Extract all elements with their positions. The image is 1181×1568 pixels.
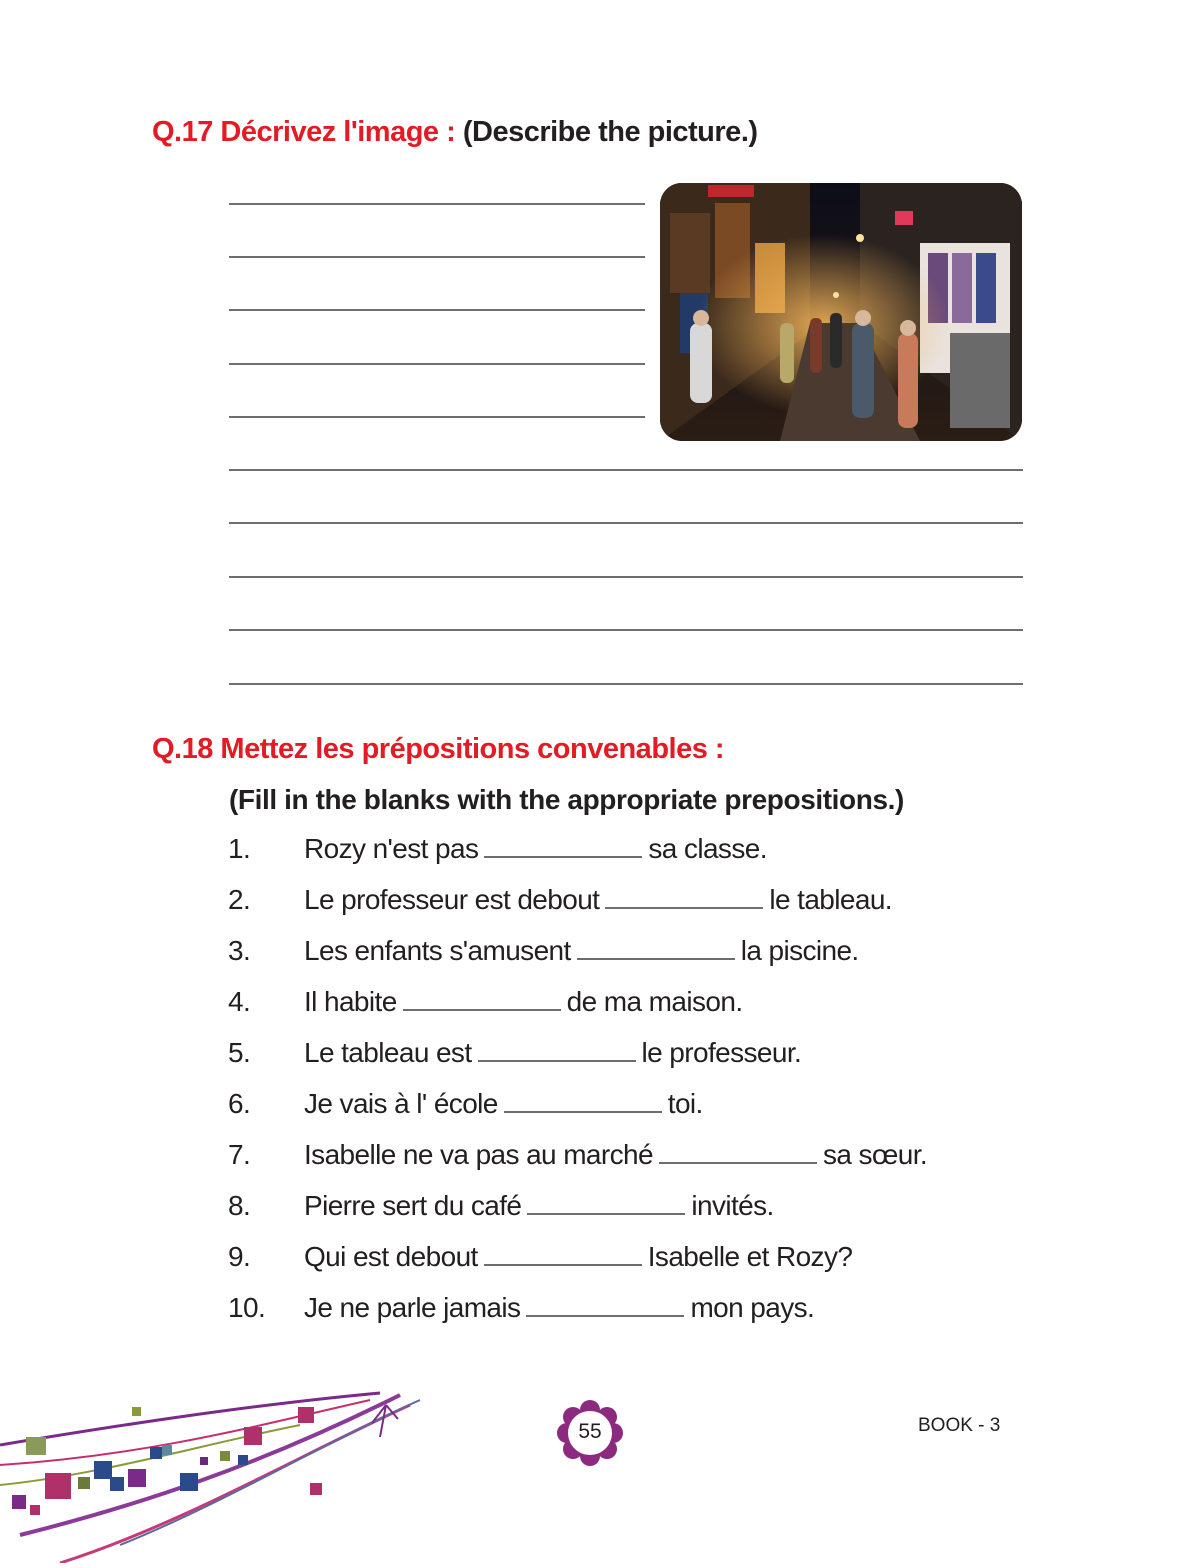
writing-line[interactable] [229, 576, 1023, 578]
answer-blank[interactable] [659, 1140, 817, 1164]
item-text-before: Le tableau est [304, 1037, 472, 1068]
q18-english: (Fill in the blanks with the appropriate prepositions.) [229, 784, 904, 815]
writing-line[interactable] [229, 416, 645, 418]
q17-english: (Describe the picture.) [462, 116, 758, 148]
answer-blank[interactable] [527, 1191, 685, 1215]
item-text-after: Isabelle et Rozy? [647, 1241, 853, 1272]
writing-line[interactable] [229, 363, 645, 365]
item-text-after: le tableau. [769, 884, 892, 915]
decorative-ribbon-graphic [0, 1385, 430, 1563]
answer-blank[interactable] [484, 834, 642, 858]
item-text-before: Je vais à l' école [304, 1088, 498, 1119]
item-number: 1. [228, 833, 251, 864]
q17-heading [152, 116, 758, 149]
item-number: 10. [228, 1292, 266, 1323]
writing-line[interactable] [229, 683, 1023, 685]
writing-line[interactable] [229, 256, 645, 258]
item-text-before: Pierre sert du café [304, 1190, 522, 1221]
item-text-after: mon pays. [690, 1292, 815, 1323]
q17-title: Q.17 Décrivez l'image : [152, 116, 456, 148]
writing-line[interactable] [229, 309, 645, 311]
answer-blank[interactable] [605, 885, 763, 909]
q18-title: Q.18 Mettez les prépositions convenables : [152, 733, 725, 765]
item-text-after: de ma maison. [566, 986, 743, 1017]
answer-blank[interactable] [478, 1038, 636, 1062]
writing-line[interactable] [229, 469, 1023, 471]
item-number: 7. [228, 1139, 251, 1170]
writing-line[interactable] [229, 203, 645, 205]
item-number: 2. [228, 884, 251, 915]
item-number: 8. [228, 1190, 251, 1221]
item-text-before: Qui est debout [304, 1241, 478, 1272]
item-text-before: Le professeur est debout [304, 884, 600, 915]
answer-blank[interactable] [403, 987, 561, 1011]
item-text-before: Il habite [304, 986, 397, 1017]
writing-line[interactable] [229, 629, 1023, 631]
item-text-before: Je ne parle jamais [304, 1292, 521, 1323]
book-label: BOOK - 3 [918, 1415, 1001, 1436]
item-number: 6. [228, 1088, 251, 1119]
page-number: 55 [578, 1420, 602, 1443]
answer-blank[interactable] [526, 1293, 684, 1317]
page-number-badge [557, 1400, 627, 1466]
street-night-photo [660, 183, 1022, 441]
answer-blank[interactable] [484, 1242, 642, 1266]
item-number: 5. [228, 1037, 251, 1068]
item-text-before: Rozy n'est pas [304, 833, 479, 864]
item-text-after: invités. [691, 1190, 774, 1221]
item-text-after: le professeur. [641, 1037, 802, 1068]
item-number: 4. [228, 986, 251, 1017]
item-text-before: Les enfants s'amusent [304, 935, 571, 966]
writing-line[interactable] [229, 522, 1023, 524]
item-number: 9. [228, 1241, 251, 1272]
item-text-before: Isabelle ne va pas au marché [304, 1139, 653, 1170]
item-number: 3. [228, 935, 251, 966]
answer-blank[interactable] [504, 1089, 662, 1113]
item-text-after: sa sœur. [822, 1139, 928, 1170]
item-text-after: sa classe. [648, 833, 767, 864]
item-text-after: la piscine. [740, 935, 859, 966]
answer-blank[interactable] [577, 936, 735, 960]
item-text-after: toi. [667, 1088, 703, 1119]
